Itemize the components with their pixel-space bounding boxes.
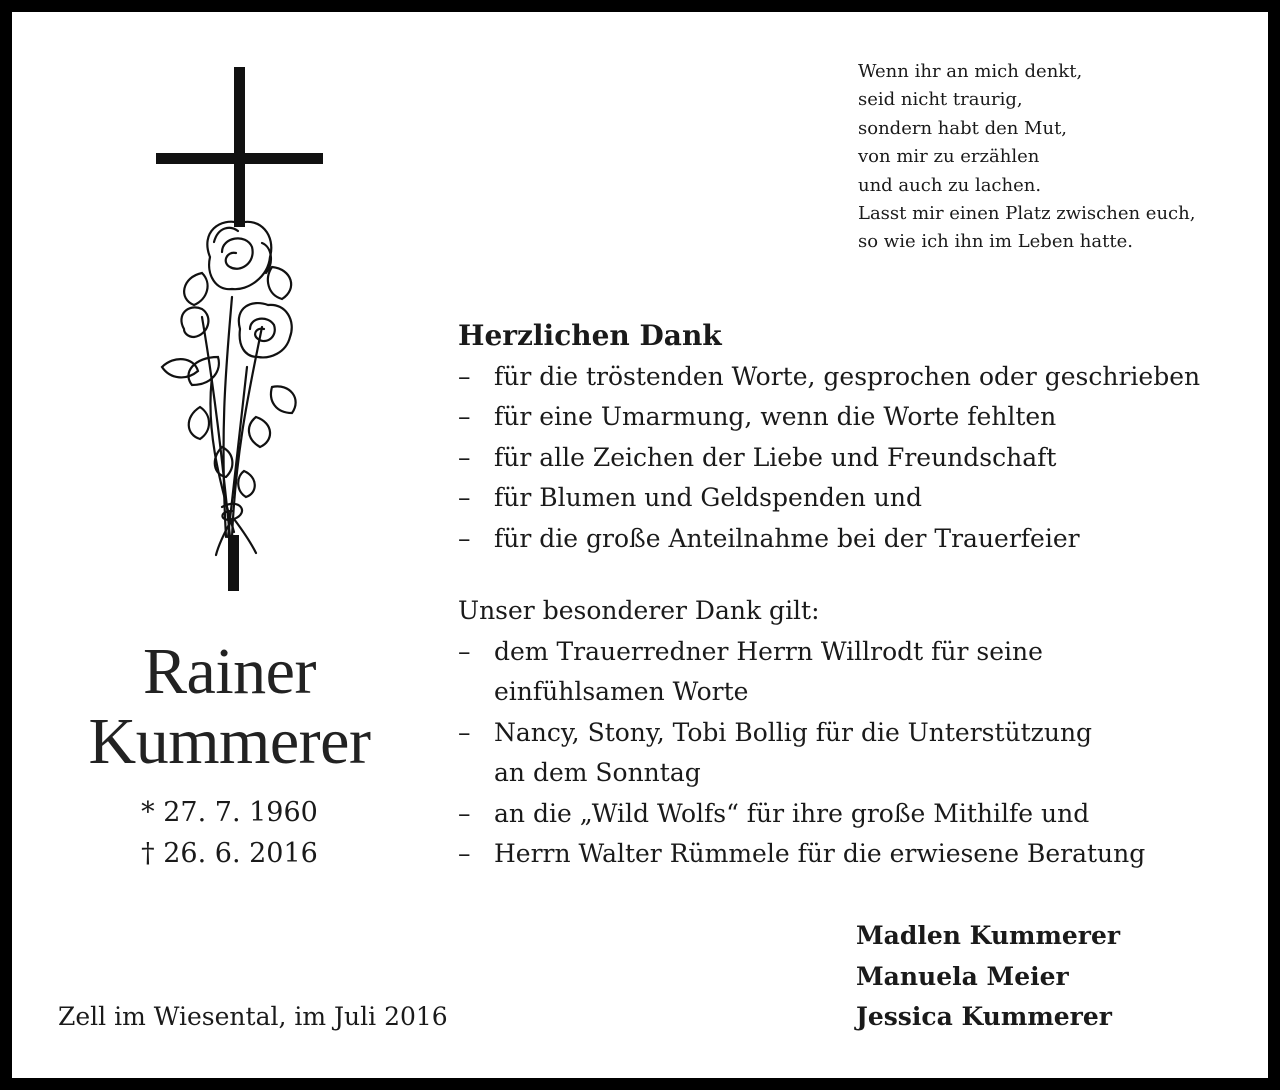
- poem: [858, 58, 1258, 257]
- thanks-item-text: für Blumen und Geldspenden und: [494, 483, 922, 512]
- thanks-item: [458, 438, 1258, 479]
- dash-bullet: –: [458, 839, 471, 868]
- special-thanks-text: Nancy, Stony, Tobi Bollig für die Unterstützung: [494, 717, 1093, 747]
- special-thanks-text: dem Trauerredner Herrn Willrodt für seine: [494, 636, 1043, 666]
- deceased-name: [32, 637, 427, 777]
- special-thanks-text: an die „Wild Wolfs“ für ihre große Mithilfe und: [494, 798, 1090, 828]
- thanks-item-text: für alle Zeichen der Liebe und Freundschaft: [494, 442, 1057, 472]
- death-date: † 26. 6. 2016: [141, 838, 318, 869]
- obituary-card: [12, 12, 1268, 1078]
- special-thanks-item: [458, 632, 1258, 673]
- poem-line: seid nicht traurig,: [858, 89, 1023, 111]
- signer-name: Jessica Kummerer: [856, 1002, 1112, 1031]
- poem-line: und auch zu lachen.: [858, 174, 1042, 196]
- poem-line: so wie ich ihn im Leben hatte.: [858, 231, 1133, 253]
- poem-line: Wenn ihr an mich denkt,: [858, 61, 1083, 82]
- birth-date: * 27. 7. 1960: [141, 797, 318, 828]
- dash-bullet: –: [458, 523, 471, 553]
- life-dates: [32, 792, 427, 874]
- thanks-item-text: für die tröstenden Worte, gesprochen oder geschrieben: [494, 361, 1201, 391]
- special-thanks-item: [458, 834, 1258, 875]
- special-thanks-continuation: einfühlsamen Worte: [494, 677, 749, 706]
- place-date: Zell im Wiesental, im Juli 2016: [58, 1002, 448, 1031]
- section-spacer: [458, 559, 1258, 591]
- thanks-item: [458, 478, 1258, 519]
- dash-bullet: –: [458, 636, 471, 666]
- special-thanks-item: [458, 713, 1258, 754]
- dash-bullet: –: [458, 483, 471, 512]
- deceased-first-name: Rainer: [143, 635, 316, 708]
- dash-bullet: –: [458, 402, 471, 431]
- special-thanks-continuation: an dem Sonntag: [494, 758, 701, 787]
- cross-with-roses-icon: [122, 67, 352, 597]
- dash-bullet: –: [458, 717, 471, 747]
- thanks-item: [458, 519, 1258, 560]
- signers: [856, 916, 1120, 1038]
- dash-bullet: –: [458, 361, 471, 391]
- thanks-section: [458, 316, 1258, 875]
- dash-bullet: –: [458, 442, 471, 472]
- dash-bullet: –: [458, 798, 471, 828]
- poem-line: sondern habt den Mut,: [858, 117, 1068, 139]
- poem-line: von mir zu erzählen: [858, 146, 1040, 168]
- signer-name: Manuela Meier: [856, 961, 1069, 991]
- special-thanks-text: Herrn Walter Rümmele für die erwiesene Beratung: [494, 839, 1146, 868]
- thanks-item-text: für die große Anteilnahme bei der Trauerfeier: [494, 523, 1080, 553]
- thanks-item: [458, 357, 1258, 398]
- thanks-item-text: für eine Umarmung, wenn die Worte fehlten: [494, 402, 1057, 431]
- poem-line: Lasst mir einen Platz zwischen euch,: [858, 203, 1196, 225]
- thanks-item: [458, 397, 1258, 438]
- signer-name: Madlen Kummerer: [856, 921, 1121, 950]
- deceased-last-name: Kummerer: [88, 705, 371, 778]
- special-thanks-item: [458, 794, 1258, 835]
- special-thanks-intro: Unser besonderer Dank gilt:: [458, 596, 820, 625]
- thanks-heading: Herzlichen Dank: [458, 319, 722, 352]
